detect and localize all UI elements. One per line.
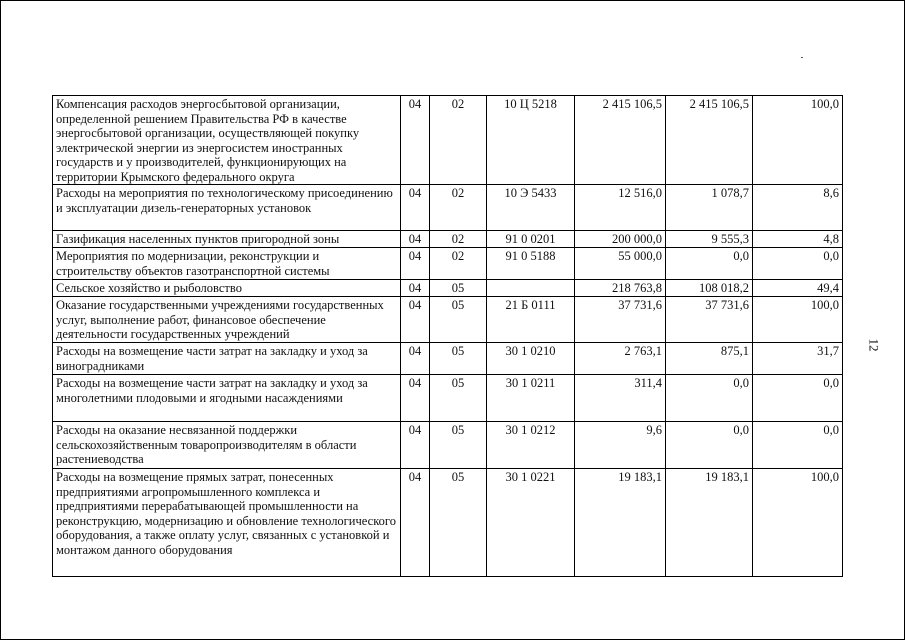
row-name: Расходы на возмещение части затрат на закладку и уход за многолетними плодовыми и ягодными насаждениями: [53, 375, 401, 422]
row-plan-amount: 19 183,1: [575, 469, 666, 577]
row-name: Сельское хозяйство и рыболовство: [53, 280, 401, 297]
row-actual-amount: 1 078,7: [666, 185, 753, 231]
table-row: [53, 96, 843, 185]
row-target-code: 30 1 0210: [487, 343, 575, 375]
row-percent: 4,8: [753, 231, 843, 248]
row-plan-amount: 9,6: [575, 422, 666, 469]
row-section: 04: [401, 248, 430, 280]
table-row: [53, 231, 843, 248]
table-row: [53, 297, 843, 343]
table-row: [53, 248, 843, 280]
row-plan-amount: 55 000,0: [575, 248, 666, 280]
row-section: 04: [401, 231, 430, 248]
table-row: [53, 469, 843, 577]
row-target-code: 30 1 0211: [487, 375, 575, 422]
table-row: [53, 422, 843, 469]
row-plan-amount: 12 516,0: [575, 185, 666, 231]
row-percent: 100,0: [753, 297, 843, 343]
row-target-code: 21 Б 0111: [487, 297, 575, 343]
row-target-code: 10 Э 5433: [487, 185, 575, 231]
table-row: [53, 343, 843, 375]
row-plan-amount: 2 415 106,5: [575, 96, 666, 185]
row-subsection: 05: [430, 469, 487, 577]
row-target-code: [487, 280, 575, 297]
row-subsection: 02: [430, 231, 487, 248]
row-percent: 0,0: [753, 248, 843, 280]
row-target-code: 91 0 5188: [487, 248, 575, 280]
row-actual-amount: 2 415 106,5: [666, 96, 753, 185]
row-actual-amount: 19 183,1: [666, 469, 753, 577]
row-section: 04: [401, 422, 430, 469]
row-plan-amount: 37 731,6: [575, 297, 666, 343]
row-target-code: 30 1 0221: [487, 469, 575, 577]
row-target-code: 30 1 0212: [487, 422, 575, 469]
row-subsection: 05: [430, 280, 487, 297]
row-actual-amount: 0,0: [666, 422, 753, 469]
row-percent: 0,0: [753, 375, 843, 422]
row-name: Газификация населенных пунктов пригородной зоны: [53, 231, 401, 248]
row-name: Оказание государственными учреждениями государственных услуг, выполнение работ, финансовое обеспечение деятельности государственных учреждений: [53, 297, 401, 343]
row-plan-amount: 311,4: [575, 375, 666, 422]
row-actual-amount: 37 731,6: [666, 297, 753, 343]
scan-speck: [801, 57, 803, 58]
row-actual-amount: 875,1: [666, 343, 753, 375]
table-row: [53, 375, 843, 422]
row-section: 04: [401, 343, 430, 375]
row-subsection: 02: [430, 248, 487, 280]
row-subsection: 05: [430, 297, 487, 343]
row-section: 04: [401, 469, 430, 577]
row-subsection: 05: [430, 375, 487, 422]
page-number: 12: [866, 338, 882, 352]
row-plan-amount: 218 763,8: [575, 280, 666, 297]
row-section: 04: [401, 297, 430, 343]
row-target-code: 91 0 0201: [487, 231, 575, 248]
row-actual-amount: 9 555,3: [666, 231, 753, 248]
row-subsection: 05: [430, 422, 487, 469]
table-body: [53, 96, 843, 577]
row-name: Расходы на возмещение прямых затрат, понесенных предприятиями агропромышленного комплекса и предприятиями перерабатывающей промышленности на реконструкцию, модернизацию и обновление технологического оборудования, а также оплату услуг, связанных с установкой и монтажом данного оборудования: [53, 469, 401, 577]
row-section: 04: [401, 96, 430, 185]
row-actual-amount: 0,0: [666, 248, 753, 280]
row-name: Компенсация расходов энергосбытовой организации, определенной решением Правительства РФ в качестве энергосбытовой организации, осуществляющей покупку электрической энергии из энергосистем иностранных государств и у производителей, функционирующих на территории Крымского федерального округа: [53, 96, 401, 185]
row-section: 04: [401, 280, 430, 297]
row-name: Мероприятия по модернизации, реконструкции и строительству объектов газотранспортной системы: [53, 248, 401, 280]
table-row: [53, 185, 843, 231]
row-name: Расходы на оказание несвязанной поддержки сельскохозяйственным товаропроизводителям в области растениеводства: [53, 422, 401, 469]
row-percent: 100,0: [753, 96, 843, 185]
row-actual-amount: 108 018,2: [666, 280, 753, 297]
row-percent: 8,6: [753, 185, 843, 231]
budget-table: [52, 95, 843, 577]
table-row: [53, 280, 843, 297]
row-percent: 49,4: [753, 280, 843, 297]
row-percent: 100,0: [753, 469, 843, 577]
row-actual-amount: 0,0: [666, 375, 753, 422]
row-subsection: 05: [430, 343, 487, 375]
row-plan-amount: 200 000,0: [575, 231, 666, 248]
row-percent: 0,0: [753, 422, 843, 469]
row-section: 04: [401, 185, 430, 231]
row-target-code: 10 Ц 5218: [487, 96, 575, 185]
row-subsection: 02: [430, 185, 487, 231]
row-name: Расходы на возмещение части затрат на закладку и уход за виноградниками: [53, 343, 401, 375]
row-plan-amount: 2 763,1: [575, 343, 666, 375]
row-subsection: 02: [430, 96, 487, 185]
row-section: 04: [401, 375, 430, 422]
row-name: Расходы на мероприятия по технологическому присоединению и эксплуатации дизель-генераторных установок: [53, 185, 401, 231]
row-percent: 31,7: [753, 343, 843, 375]
